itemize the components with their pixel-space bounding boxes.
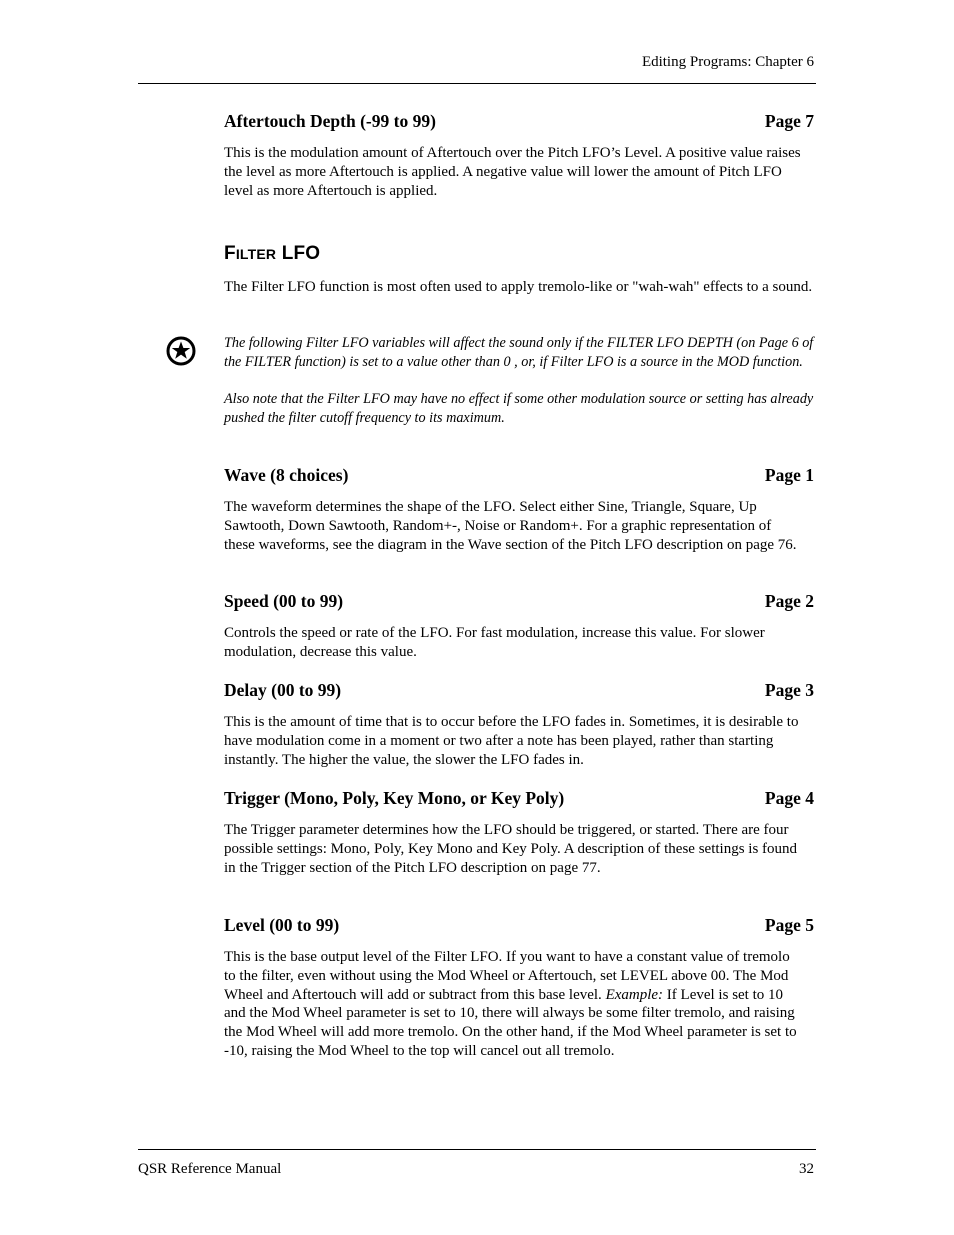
param-description: This is the modulation amount of Aftertouch over the Pitch LFO’s Level. A positive value raises the level as more Aftertouch is applied. A negative value will lower the amount of Pitch LFO level as more Aftertouch is applied. bbox=[224, 145, 801, 199]
footer-rule bbox=[138, 1149, 816, 1150]
param-title: Speed (00 to 99) bbox=[224, 591, 344, 611]
param-heading bbox=[224, 787, 814, 809]
footer-page-number: 32 bbox=[799, 1161, 814, 1177]
section-title-smallcaps: ILTER bbox=[235, 246, 277, 262]
param-title: Trigger (Mono, Poly, Key Mono, or Key Poly) bbox=[224, 788, 565, 808]
star-note-icon bbox=[166, 336, 196, 366]
note-paragraph: The following Filter LFO variables will affect the sound only if the FILTER LFO DEPTH (on Page 6 of the FILTER function) is set to a value other than 0 , or, if Filter LFO is a source in the MOD function. bbox=[224, 335, 814, 370]
param-title: Level (00 to 99) bbox=[224, 915, 340, 935]
section-title bbox=[224, 243, 320, 265]
header-rule bbox=[138, 83, 816, 84]
section-intro: The Filter LFO function is most often used to apply tremolo-like or "wah-wah" effects to a sound. bbox=[224, 279, 813, 295]
param-description: This is the amount of time that is to occur before the LFO fades in. Sometimes, it is desirable to have modulation come in a moment or two after a note has been played, rather than starting instantly. The higher the value, the slower the LFO fades in. bbox=[224, 714, 799, 768]
section-title-initial: F bbox=[224, 243, 236, 264]
param-page: Page 3 bbox=[764, 680, 814, 700]
param-delay bbox=[224, 679, 814, 769]
param-title: Delay (00 to 99) bbox=[224, 680, 342, 700]
example-label: Example: bbox=[605, 986, 664, 1003]
param-speed bbox=[224, 590, 814, 662]
param-heading bbox=[224, 464, 814, 486]
param-description: The Trigger parameter determines how the LFO should be triggered, or started. There are four possible settings: Mono, Poly, Key Mono and Key Poly. A description of these settings is found in the Trigger section of the Pitch LFO description on page 77. bbox=[224, 822, 798, 876]
param-trigger bbox=[224, 787, 814, 877]
section-title-rest: LFO bbox=[276, 243, 321, 264]
param-page: Page 7 bbox=[764, 111, 814, 131]
note-paragraph: Also note that the Filter LFO may have no effect if some other modulation source or setting has already pushed the filter cutoff frequency to its maximum. bbox=[224, 391, 814, 426]
param-page: Page 5 bbox=[764, 915, 814, 935]
param-description: The waveform determines the shape of the LFO. Select either Sine, Triangle, Square, Up Sawtooth, Down Sawtooth, Random+-, Noise or Random+. For a graphic representation of these waveforms, see the diagram in the Wave section of the Pitch LFO description on page 76. bbox=[224, 499, 797, 553]
footer-manual-title: QSR Reference Manual bbox=[138, 1161, 282, 1177]
level-example-text: If Level is set to 10 and the Mod Wheel parameter is set to 10, there will always be some filter tremolo, and raising the Mod Wheel will add more tremolo. On the other hand, if the Mod Wheel parameter is set to -10, raising the Mod Wheel to the top will cancel out all tremolo. bbox=[224, 986, 797, 1059]
param-page: Page 2 bbox=[764, 591, 814, 611]
param-page: Page 4 bbox=[764, 788, 814, 808]
param-heading bbox=[224, 590, 814, 612]
param-title: Wave (8 choices) bbox=[224, 465, 349, 485]
param-page: Page 1 bbox=[764, 465, 814, 485]
param-title: Aftertouch Depth (-99 to 99) bbox=[224, 111, 436, 131]
note-block bbox=[224, 334, 814, 446]
param-wave bbox=[224, 464, 814, 554]
param-description: Controls the speed or rate of the LFO. For fast modulation, increase this value. For slower modulation, decrease this value. bbox=[224, 625, 765, 660]
running-header: Editing Programs: Chapter 6 bbox=[641, 54, 814, 70]
param-heading bbox=[224, 679, 814, 701]
param-aftertouch-depth bbox=[224, 110, 814, 200]
param-heading bbox=[224, 914, 814, 936]
param-heading bbox=[224, 110, 814, 132]
param-description bbox=[224, 948, 804, 1061]
param-level bbox=[224, 914, 814, 1061]
level-text: This is the base output level of the Filter LFO. If you want to have a constant value of tremolo to the filter, even without using the Mod Wheel or Aftertouch, set LEVEL above 00. The Mod Wheel and Aftertouch will add or subtract from this base level. bbox=[224, 949, 790, 1003]
